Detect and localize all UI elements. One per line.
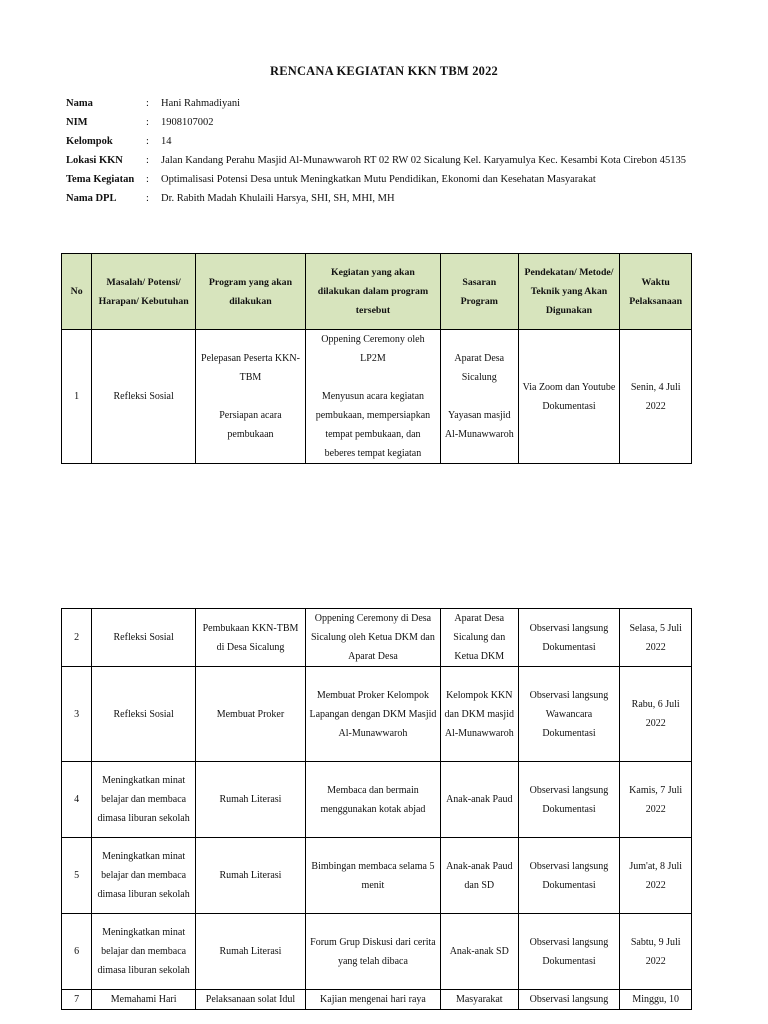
info-row-kelompok [66,132,696,151]
cell-kegiatan: Membuat Proker Kelompok Lapangan dengan DKM Masjid Al-Munawwaroh [305,667,440,762]
cell-program [196,330,306,464]
cell-no: 4 [62,762,92,838]
info-value: Hani Rahmadiyani [161,98,241,109]
table-header-row [62,254,692,330]
cell-text: Observasi langsung [529,860,609,872]
table-row [62,990,692,1010]
cell-text: Via Zoom dan Youtube [522,381,616,393]
cell-metode: Observasi langsung [518,990,620,1010]
cell-sasaran: Kelompok KKN dan DKM masjid Al-Munawwaroh [440,667,518,762]
info-row-lokasi [66,151,696,170]
cell-masalah: Refleksi Sosial [92,609,196,667]
cell-kegiatan: Kajian mengenai hari raya [305,990,440,1010]
table-row [62,838,692,914]
info-label: Tema Kegiatan [66,174,135,185]
cell-kegiatan: Bimbingan membaca selama 5 menit [305,838,440,914]
header-kegiatan: Kegiatan yang akan dilakukan dalam program tersebut [305,254,440,330]
cell-program: Rumah Literasi [196,838,306,914]
header-masalah: Masalah/ Potensi/ Harapan/ Kebutuhan [92,254,196,330]
cell-text: Pelepasan Peserta KKN-TBM [201,353,300,383]
header-sasaran: Sasaran Program [440,254,518,330]
table-row [62,609,692,667]
cell-no: 3 [62,667,92,762]
table-row [62,762,692,838]
cell-no: 6 [62,914,92,990]
cell-program: Rumah Literasi [196,914,306,990]
cell-metode [518,914,620,990]
info-label: Lokasi KKN [66,155,123,166]
info-colon: : [146,136,149,147]
cell-masalah: Meningkatkan minat belajar dan membaca dimasa liburan sekolah [92,838,196,914]
info-label: Nama DPL [66,193,117,204]
cell-text: Oppening Ceremony oleh LP2M [321,334,425,364]
cell-masalah: Meningkatkan minat belajar dan membaca dimasa liburan sekolah [92,762,196,838]
info-row-nim [66,113,696,132]
header-metode: Pendekatan/ Metode/ Teknik yang Akan Digunakan [518,254,620,330]
info-colon: : [146,117,149,128]
info-value: Dr. Rabith Madah Khulaili Harsya, SHI, SH, MHI, MH [161,193,395,204]
cell-kegiatan: Oppening Ceremony di Desa Sicalung oleh Ketua DKM dan Aparat Desa [305,609,440,667]
activity-plan-table-continued [61,608,692,1010]
cell-text: Observasi langsung [529,784,609,796]
table-row [62,667,692,762]
cell-waktu: Rabu, 6 Juli 2022 [620,667,692,762]
cell-text: Dokumentasi [542,803,596,815]
info-row-nama [66,94,696,113]
cell-kegiatan: Forum Grup Diskusi dari cerita yang telah dibaca [305,914,440,990]
cell-waktu: Kamis, 7 Juli 2022 [620,762,692,838]
cell-text: Aparat Desa Sicalung [454,353,505,383]
info-colon: : [146,98,149,109]
cell-program: Membuat Proker [196,667,306,762]
cell-metode [518,330,620,464]
cell-text: Dokumentasi [542,641,596,653]
info-label: Kelompok [66,136,113,147]
cell-masalah: Refleksi Sosial [92,667,196,762]
cell-kegiatan [305,330,440,464]
cell-waktu: Minggu, 10 [620,990,692,1010]
cell-sasaran: Aparat Desa Sicalung dan Ketua DKM [440,609,518,667]
cell-metode [518,609,620,667]
cell-metode [518,838,620,914]
info-row-tema [66,170,696,189]
cell-sasaran: Anak-anak Paud dan SD [440,838,518,914]
cell-program: Pelaksanaan solat Idul [196,990,306,1010]
cell-metode [518,667,620,762]
header-program: Program yang akan dilakukan [196,254,306,330]
cell-text: Menyusun acara kegiatan pembukaan, mempersiapkan tempat pembukaan, dan beberes tempat kegiatan [315,391,431,459]
table-row [62,330,692,464]
info-colon: : [146,193,149,204]
table-row [62,914,692,990]
cell-text: Wawancara [545,708,593,720]
cell-waktu: Senin, 4 Juli 2022 [620,330,692,464]
cell-waktu: Sabtu, 9 Juli 2022 [620,914,692,990]
identity-block [66,94,696,208]
cell-text: Dokumentasi [542,879,596,891]
cell-sasaran: Masyarakat [440,990,518,1010]
info-value: Optimalisasi Potensi Desa untuk Meningkatkan Mutu Pendidikan, Ekonomi dan Kesehatan Masyarakat [161,174,596,185]
cell-metode [518,762,620,838]
cell-text: Dokumentasi [542,400,596,412]
cell-waktu: Selasa, 5 Juli 2022 [620,609,692,667]
cell-text: Observasi langsung [529,936,609,948]
header-waktu: Waktu Pelaksanaan [620,254,692,330]
cell-program: Rumah Literasi [196,762,306,838]
cell-no: 7 [62,990,92,1010]
cell-waktu: Jum'at, 8 Juli 2022 [620,838,692,914]
activity-plan-table [61,253,692,464]
cell-masalah: Meningkatkan minat belajar dan membaca dimasa liburan sekolah [92,914,196,990]
cell-program: Pembukaan KKN-TBM di Desa Sicalung [196,609,306,667]
info-colon: : [146,155,149,166]
info-label: Nama [66,98,93,109]
cell-text: Dokumentasi [542,727,596,739]
cell-masalah: Refleksi Sosial [92,330,196,464]
cell-sasaran: Anak-anak SD [440,914,518,990]
document-title: RENCANA KEGIATAN KKN TBM 2022 [269,64,499,78]
header-no: No [62,254,92,330]
info-label: NIM [66,117,88,128]
info-value: Jalan Kandang Perahu Masjid Al-Munawwaroh RT 02 RW 02 Sicalung Kel. Karyamulya Kec. Kesambi Kota Cirebon 45135 [161,155,687,166]
cell-sasaran [440,330,518,464]
cell-text: Observasi langsung [529,689,609,701]
info-value: 14 [161,136,172,147]
info-colon: : [146,174,149,185]
cell-no: 5 [62,838,92,914]
cell-masalah: Memahami Hari [92,990,196,1010]
cell-text: Observasi langsung [529,622,609,634]
cell-no: 1 [62,330,92,464]
cell-no: 2 [62,609,92,667]
info-value: 1908107002 [161,117,214,128]
cell-sasaran: Anak-anak Paud [440,762,518,838]
cell-text: Dokumentasi [542,955,596,967]
info-row-dpl [66,189,696,208]
cell-text: Yayasan masjid Al-Munawwaroh [444,410,514,440]
cell-text: Persiapan acara pembukaan [219,410,282,440]
cell-kegiatan: Membaca dan bermain menggunakan kotak abjad [305,762,440,838]
